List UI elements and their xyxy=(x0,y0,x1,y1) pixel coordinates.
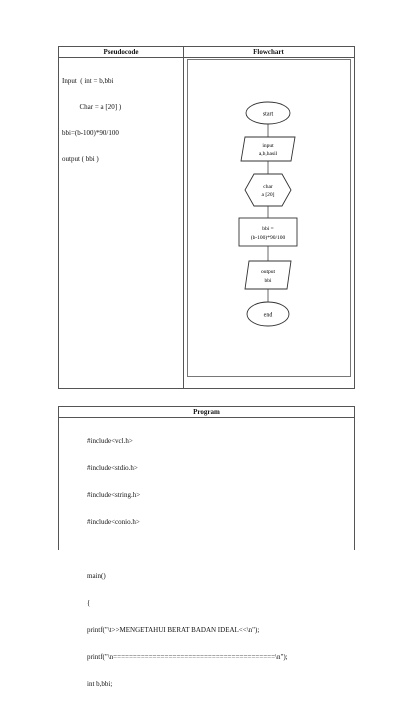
column-divider xyxy=(183,47,184,388)
code-line: main() xyxy=(87,572,106,580)
input-label-line1: input xyxy=(262,143,274,149)
program-code xyxy=(87,419,288,707)
input-parallelogram xyxy=(241,137,295,161)
flowchart-diagram xyxy=(188,60,350,376)
code-line: int b,bbi; xyxy=(87,680,113,688)
pseudocode-line: Char = a [20] ) xyxy=(62,102,122,111)
start-label: start xyxy=(262,111,274,118)
end-label: end xyxy=(263,312,273,319)
output-label-line1: output xyxy=(260,269,276,275)
code-line: { xyxy=(87,599,91,607)
code-line: #include<stdio.h> xyxy=(87,464,138,472)
code-line: #include<string.h> xyxy=(87,491,141,499)
flowchart-panel xyxy=(187,59,351,377)
process-rectangle xyxy=(239,218,297,246)
process-label-line2: (b-100)*90/100 xyxy=(250,235,286,241)
code-line: #include<vcl.h> xyxy=(87,437,133,445)
pseudocode-line: output ( bbi ) xyxy=(62,154,99,163)
char-preparation-hexagon xyxy=(245,174,291,206)
code-line: #include<conio.h> xyxy=(87,518,140,526)
char-label-line1: char xyxy=(263,184,273,190)
flowchart-header: Flowchart xyxy=(183,47,354,58)
output-parallelogram xyxy=(245,261,291,289)
pseudocode-flowchart-table xyxy=(58,46,355,389)
pseudocode-line: bbi=(b-100)*90/100 xyxy=(62,128,119,137)
pseudocode-header: Pseudocode xyxy=(59,47,183,58)
code-line: printf("\n=========================================\n"); xyxy=(87,653,288,661)
char-label-line2: a [20] xyxy=(261,192,275,198)
program-table xyxy=(58,406,355,688)
program-header: Program xyxy=(59,407,354,418)
process-label-line1: bbi = xyxy=(262,226,274,232)
pseudocode-line: Input ( int = b,bbi xyxy=(62,77,114,86)
pseudocode-text xyxy=(62,60,121,180)
code-line: printf("\t>>MENGETAHUI BERAT BADAN IDEAL<<\n"); xyxy=(87,626,260,634)
output-label-line2: bbi xyxy=(264,278,272,284)
input-label-line2: a,b,hasil xyxy=(258,151,278,157)
